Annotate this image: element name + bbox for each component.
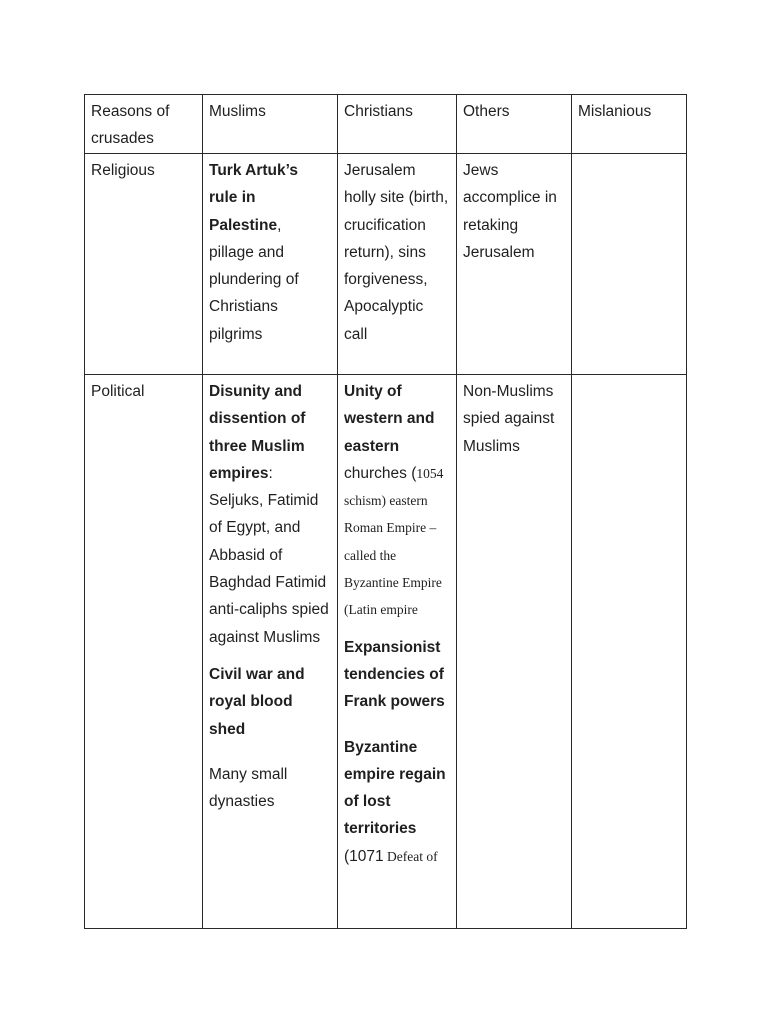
political-muslims-text2: Many small dynasties (209, 765, 288, 811)
political-christians-bold1: Unity of western and eastern (344, 383, 435, 455)
political-misc-cell (572, 375, 687, 929)
religious-reason-cell: Religious (85, 154, 203, 375)
political-muslims-colon: : (268, 464, 273, 482)
political-christians-text3: (1071 (344, 847, 384, 865)
header-others: Others (457, 95, 572, 154)
religious-christians-cell: Jerusalem holly site (birth, crucification return), sins forgiveness, Apocalyptic call (338, 154, 457, 375)
political-muslims-cell (203, 375, 338, 929)
political-muslims-text1: Seljuks, Fatimid of Egypt, and Abbasid of Baghdad Fatimid anti-caliphs spied against Muslims (209, 492, 329, 646)
header-mislanious: Mislanious (572, 95, 687, 154)
political-christians-para1 (344, 378, 449, 624)
header-reasons: Reasons of crusades (85, 95, 203, 154)
religious-others-cell: Jews accomplice in retaking Jerusalem (457, 154, 572, 375)
political-row (85, 375, 687, 929)
religious-muslims-bold: Turk Artuk’s rule in Palestine (209, 162, 298, 234)
political-christians-text1: churches (344, 464, 407, 482)
political-muslims-bold1: Disunity and dissention of three Muslim empires (209, 383, 306, 482)
political-christians-paren: ( (411, 464, 417, 482)
crusades-table (84, 94, 687, 929)
political-christians-cell (338, 375, 457, 929)
political-christians-bold3: Byzantine empire regain of lost territories (344, 738, 446, 838)
political-muslims-para1 (209, 378, 330, 651)
religious-muslims-text: , pillage and plundering of Christians pilgrims (209, 216, 299, 343)
political-christians-serif1: 1054 schism) eastern Roman Empire – called the Byzantine Empire (Latin empire (344, 465, 444, 618)
political-christians-serif3: Defeat of (383, 848, 438, 864)
header-muslims: Muslims (203, 95, 338, 154)
political-christians-bold2: Expansionist tendencies of Frank powers (344, 638, 445, 711)
header-row (85, 95, 687, 154)
header-christians: Christians (338, 95, 457, 154)
religious-misc-cell (572, 154, 687, 375)
political-muslims-bold2: Civil war and royal blood shed (209, 665, 305, 738)
religious-row (85, 154, 687, 375)
political-christians-para3 (344, 843, 449, 870)
religious-muslims-cell (203, 154, 338, 375)
political-reason-cell: Political (85, 375, 203, 929)
political-others-cell: Non-Muslims spied against Muslims (457, 375, 572, 929)
